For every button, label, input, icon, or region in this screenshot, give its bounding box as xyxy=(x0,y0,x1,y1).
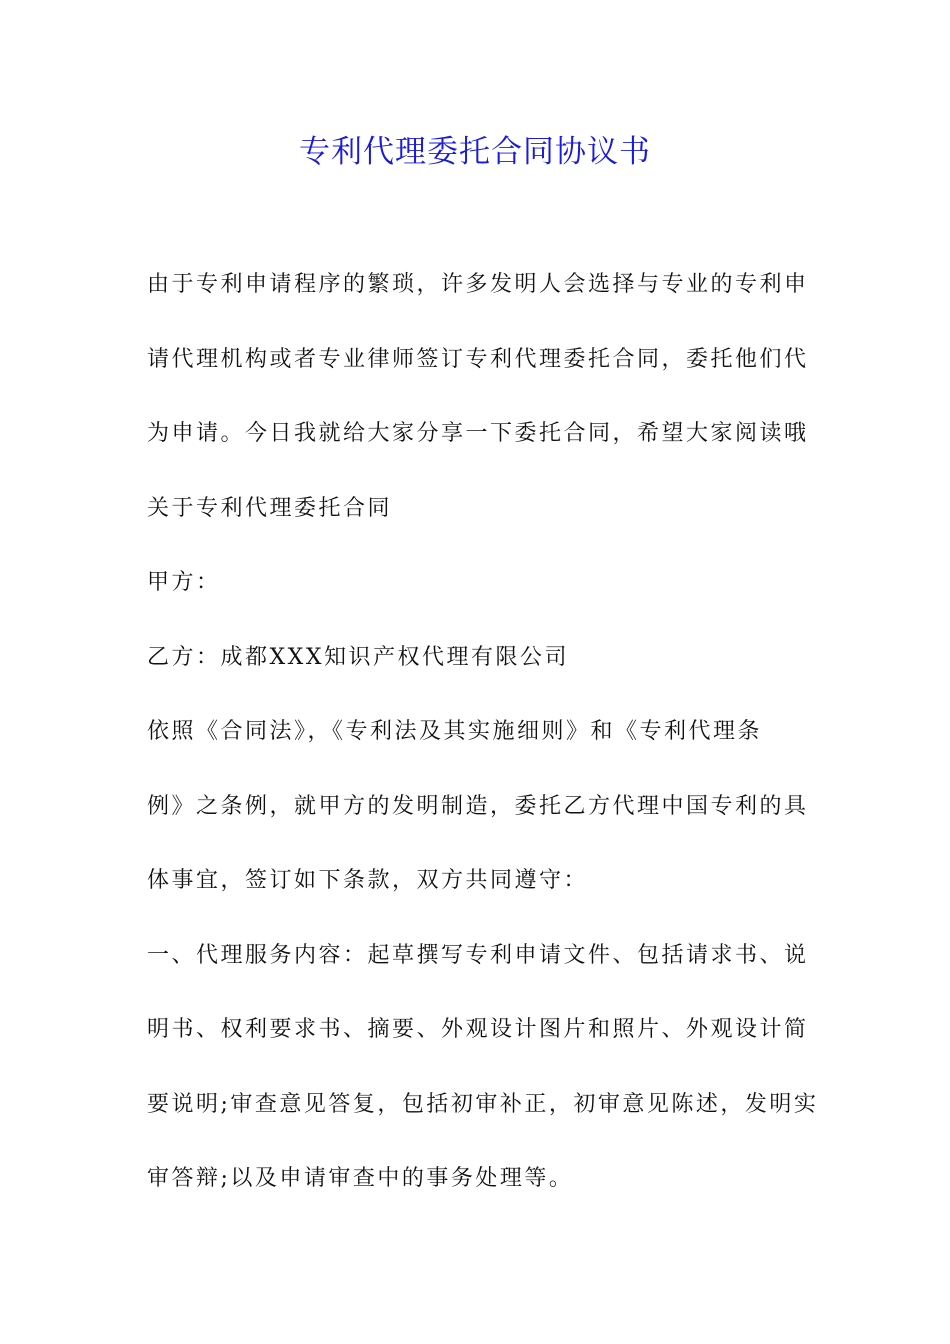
body-line: 例》之条例，就甲方的发明制造，委托乙方代理中国专利的具 xyxy=(147,793,809,819)
clause-line: 审答辩;以及申请审查中的事务处理等。 xyxy=(147,1166,574,1191)
body-line: 为申请。今日我就给大家分享一下委托合同，希望大家阅读哦 xyxy=(147,421,809,446)
body-line: 请代理机构或者专业律师签订专利代理委托合同，委托他们代 xyxy=(147,346,809,372)
clause-line: 要说明;审查意见答复，包括初审补正，初审意见陈述，发明实 xyxy=(147,1091,819,1117)
party-b-line: 乙方：成都XXX知识产权代理有限公司 xyxy=(147,644,569,670)
body-line: 关于专利代理委托合同 xyxy=(147,495,393,521)
clause-line: 一、代理服务内容：起草撰写专利申请文件、包括请求书、说 xyxy=(147,942,809,968)
body-line: 由于专利申请程序的繁琐，许多发明人会选择与专业的专利申 xyxy=(147,272,809,297)
clause-line: 明书、权利要求书、摘要、外观设计图片和照片、外观设计简 xyxy=(147,1017,809,1042)
body-line: 体事宜，签订如下条款，双方共同遵守： xyxy=(147,868,589,893)
document-body xyxy=(147,248,817,1217)
party-a-line: 甲方： xyxy=(147,570,221,595)
body-line: 依照《合同法》，《专利法及其实施细则》和《专利代理条 xyxy=(147,719,763,744)
document-title: 专利代理委托合同协议书 xyxy=(299,134,651,170)
